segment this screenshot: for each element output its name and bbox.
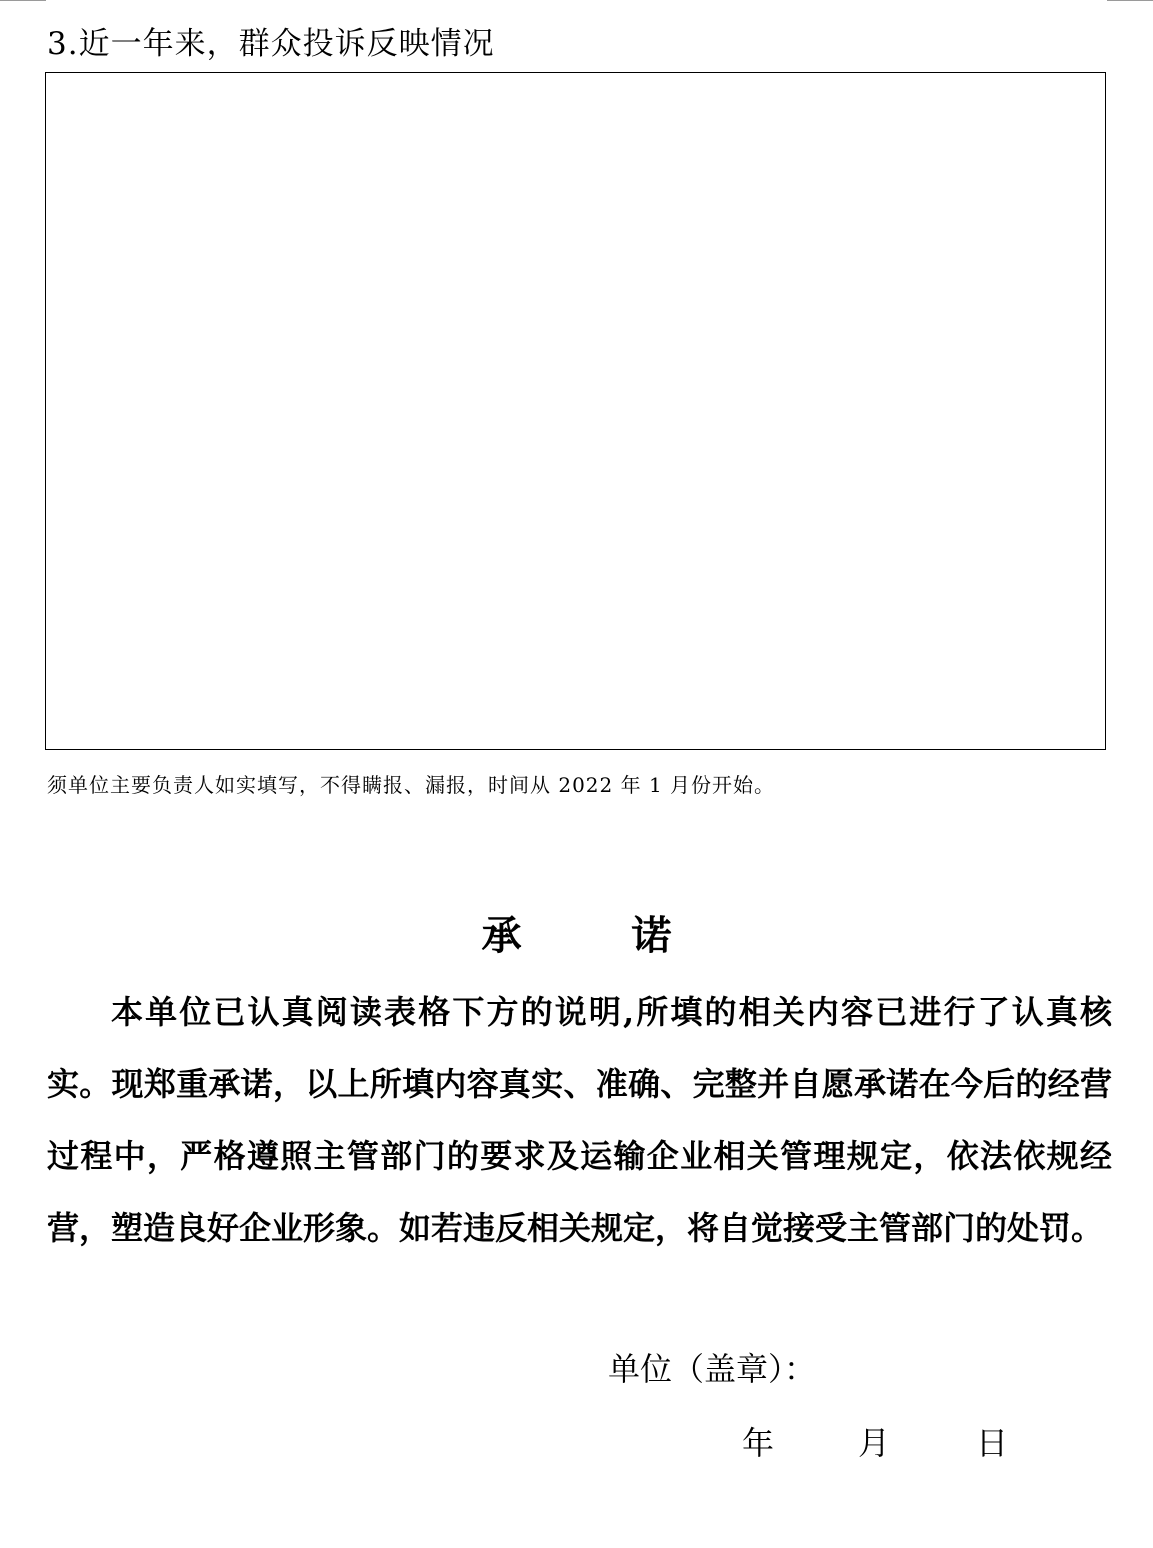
date-year-label: 年 — [742, 1424, 775, 1462]
pledge-title — [0, 908, 1153, 964]
page-corner-mark-left — [0, 0, 46, 1]
pledge-body: 本单位已认真阅读表格下方的说明,所填的相关内容已进行了认真核实。现郑重承诺，以上所填内容真实、准确、完整并自愿承诺在今后的经营过程中，严格遵照主管部门的要求及运输企业相关管理规定，依法依规经营，塑造良好企业形象。如若违反相关规定，将自觉接受主管部门的处罚。 — [47, 993, 1112, 1247]
pledge-title-char-1: 承 — [481, 912, 522, 959]
complaints-answer-box[interactable] — [45, 72, 1106, 750]
date-day-label: 日 — [976, 1424, 1009, 1462]
date-month-label: 月 — [858, 1424, 891, 1462]
section-heading: 3.近一年来，群众投诉反映情况 — [47, 26, 495, 62]
page-corner-mark-right — [1107, 0, 1153, 1]
seal-label: 单位（盖章）： — [608, 1350, 817, 1388]
date-line — [742, 1420, 1008, 1466]
pledge-title-char-2: 诺 — [631, 912, 672, 959]
fill-instruction-note: 须单位主要负责人如实填写，不得瞒报、漏报，时间从 2022 年 1 月份开始。 — [47, 773, 776, 797]
